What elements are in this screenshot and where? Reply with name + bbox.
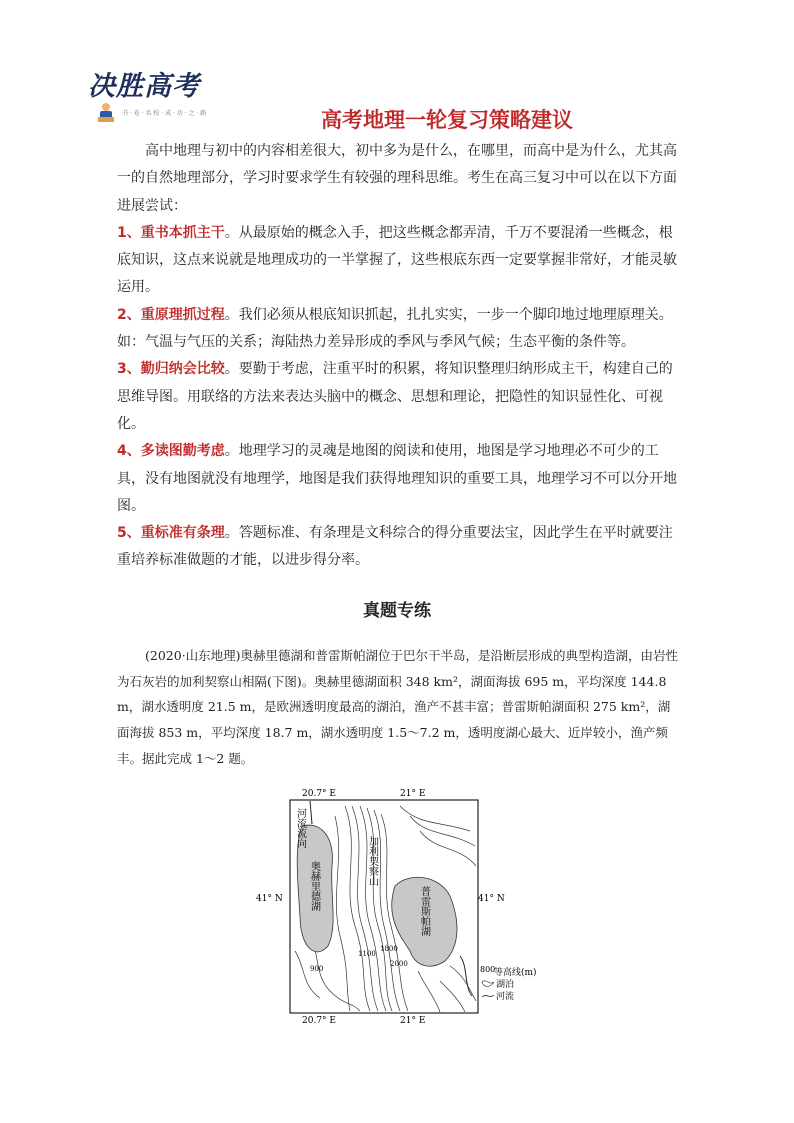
point-3-body: 。要勤于考虑，注重平时的积累，将知识整理归纳形成主干，构建自己的思维导图。用联络的方法来表达头脑中的概念、思想和理论，把隐性的知识显性化、可视化。 <box>117 361 673 432</box>
lake-legend-icon <box>482 981 494 987</box>
ohrid-label: 奥赫里德湖 <box>308 861 320 911</box>
legend-contour: 等高线(m) <box>494 968 537 978</box>
point-5-head: 5、重标准有条理 <box>117 525 225 542</box>
top-lon-right: 21° E <box>400 789 426 799</box>
top-lon-left: 20.7° E <box>302 789 336 799</box>
point-5 <box>117 520 679 575</box>
contour-label-2000: 2000 <box>390 960 408 968</box>
point-1-head: 1、重书本抓主干 <box>117 224 225 241</box>
point-5-body: 。答题标准、有条理是文科综合的得分重要法宝，因此学生在平时就要注重培养标准做题的才能，以进步得分率。 <box>117 525 673 569</box>
legend-lake: 湖泊 <box>496 980 515 990</box>
logo-subtitle: 书 · 卷 · 名 校 · 成 · 功 · 之 · 路 <box>122 110 207 117</box>
logo-text: 决胜高考 <box>88 71 200 102</box>
point-1-body: 。从最原始的概念入手，把这些概念都弄清，千万不要混淆一些概念，根底知识，这点来说就是地理成功的一半掌握了，这些根底东西一定要掌握非常好，才能灵敏运用。 <box>117 224 677 296</box>
page-title: 高考地理一轮复习策略建议 <box>321 108 573 132</box>
point-4-head: 4、多读图勤考虑 <box>117 443 225 460</box>
point-2-body: 。我们必须从根底知识抓起，扎扎实实，一步一个脚印地过地理原理关。如：气温与气压的关系；海陆热力差异形成的季风与季风气候；生态平衡的条件等。 <box>117 306 673 351</box>
mountain-label: 加利契察山 <box>366 836 378 886</box>
article-body <box>117 138 679 575</box>
point-2-head: 2、重原理抓过程 <box>117 306 225 323</box>
point-3 <box>117 356 679 438</box>
river-direction-label: 河流流向 <box>294 808 306 848</box>
bottom-lon-right: 21° E <box>400 1016 426 1026</box>
question-text: (2020·山东地理)奥赫里德湖和普雷斯帕湖位于巴尔干半岛，是沿断层形成的典型构造湖，由岩性为石灰岩的加利契察山相隔(下图)。奥赫里德湖面积 348 km²，湖面海拔 695 m，平均深度 144.8 m，湖水透明度 21.5 m，是欧洲透明度最高的湖泊，渔产不甚丰富；普雷斯帕湖面积 275 km²，湖面海拔 853 m，平均深度 18.7 m，湖水透明度 1.5～7.2 m，透明度湖心最大、近岸较小，渔产频丰。据此完成 1～2 题。 <box>117 648 679 766</box>
point-4-body: 。地理学习的灵魂是地图的阅读和使用，地图是学习地理必不可少的工具，没有地图就没有地理学，地图是我们获得地理知识的重要工具，地理学习不可以分开地图。 <box>117 443 677 514</box>
point-4 <box>117 438 679 520</box>
legend-contour-value: 800 <box>480 965 496 974</box>
point-3-head: 3、勤归纳会比较 <box>117 361 225 378</box>
contour-label-900: 900 <box>310 965 324 973</box>
river-legend-icon <box>482 995 494 997</box>
contour-label-1100: 1100 <box>358 950 376 958</box>
lat-left: 41° N <box>256 894 283 904</box>
map-legend <box>480 965 537 1002</box>
lat-right: 41° N <box>478 894 505 904</box>
legend-river: 河流 <box>496 992 515 1002</box>
prespa-label: 普雷斯帕湖 <box>418 886 430 936</box>
contour-label-1800: 1800 <box>380 945 398 953</box>
bottom-lon-left: 20.7° E <box>302 1016 336 1026</box>
lake-map <box>250 786 580 1026</box>
point-1 <box>117 220 679 302</box>
section-title: 真题专练 <box>363 601 431 621</box>
intro-paragraph: 高中地理与初中的内容相差很大，初中多为是什么，在哪里，而高中是为什么，尤其高一的自然地理部分，学习时要求学生有较强的理科思维。考生在高三复习中可以在以下方面进展尝试： <box>117 143 677 214</box>
point-2 <box>117 302 679 357</box>
